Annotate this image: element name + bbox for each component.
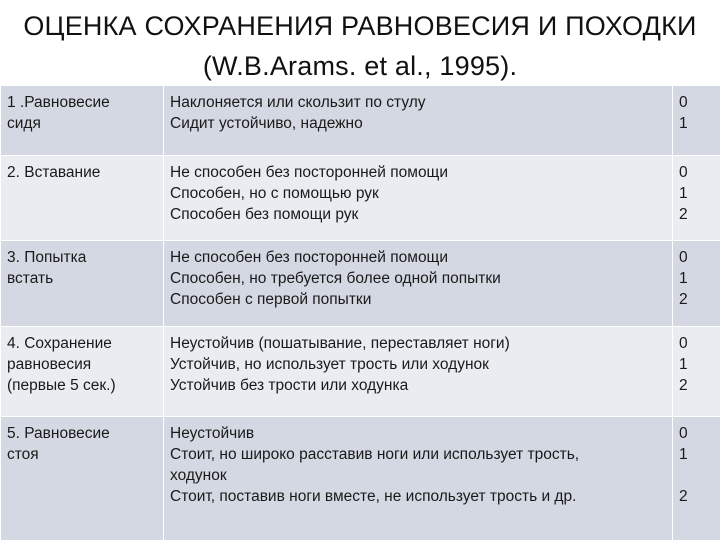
score-cell xyxy=(673,241,720,327)
score-value: 0 xyxy=(679,94,688,111)
item-text: 2. Вставание xyxy=(7,164,101,181)
item-cell xyxy=(1,417,164,540)
criterion-text: Не способен без посторонней помощи xyxy=(170,249,448,266)
score-value: 2 xyxy=(679,291,688,308)
criterion-text: Устойчив без трости или ходунка xyxy=(170,377,409,394)
item-text: (первые 5 сек.) xyxy=(7,377,116,394)
criterion-text: Не способен без посторонней помощи xyxy=(170,164,448,181)
table-row xyxy=(1,156,720,241)
score-value: 0 xyxy=(679,335,688,352)
score-value: 1 xyxy=(679,115,688,132)
table-row xyxy=(1,86,720,156)
item-cell xyxy=(1,241,164,327)
score-cell xyxy=(673,86,720,156)
criteria-cell xyxy=(164,86,673,156)
criteria-cell xyxy=(164,417,673,540)
item-text: 4. Сохранение xyxy=(7,335,112,352)
item-text: 5. Равновесие xyxy=(7,425,110,442)
score-value: 2 xyxy=(679,377,688,394)
criterion-text: Устойчив, но использует трость или ходунок xyxy=(170,356,489,373)
item-text: стоя xyxy=(7,446,39,463)
criterion-text: Сидит устойчиво, надежно xyxy=(170,115,363,132)
item-text: сидя xyxy=(7,115,41,132)
criterion-text: Неустойчив xyxy=(170,425,255,442)
score-value: 0 xyxy=(679,249,688,266)
criteria-cell xyxy=(164,327,673,417)
criteria-cell xyxy=(164,241,673,327)
criterion-text: Наклоняется или скользит по стулу xyxy=(170,94,426,111)
table-row xyxy=(1,241,720,327)
score-value: 1 xyxy=(679,356,688,373)
score-value: 0 xyxy=(679,164,688,181)
score-value: 2 xyxy=(679,206,688,223)
item-text: встать xyxy=(7,270,54,287)
score-value: 1 xyxy=(679,270,688,287)
criterion-text: Способен, но с помощью рук xyxy=(170,185,379,202)
title-line-2: (W.B.Arams. et al., 1995). xyxy=(202,51,518,81)
item-text: 1 .Равновесие xyxy=(7,94,110,111)
item-cell xyxy=(1,86,164,156)
score-cell xyxy=(673,417,720,540)
item-cell xyxy=(1,327,164,417)
criteria-cell xyxy=(164,156,673,241)
item-text: равновесия xyxy=(7,356,92,373)
criterion-text: Неустойчив (пошатывание, переставляет ноги) xyxy=(170,335,510,352)
score-value: 0 xyxy=(679,425,688,442)
score-cell xyxy=(673,156,720,241)
item-text: 3. Попытка xyxy=(7,249,87,266)
table-row xyxy=(1,327,720,417)
score-value: 1 xyxy=(679,185,688,202)
criterion-text: Стоит, поставив ноги вместе, не использует трость и др. xyxy=(170,488,577,505)
page-title xyxy=(0,6,720,86)
assessment-table xyxy=(0,85,720,540)
criterion-text: ходунок xyxy=(170,467,227,484)
criterion-text: Стоит, но широко расставив ноги или использует трость, xyxy=(170,446,580,463)
score-value: 1 xyxy=(679,446,688,463)
criterion-text: Способен с первой попытки xyxy=(170,291,372,308)
score-spacer xyxy=(679,465,716,486)
criterion-text: Способен, но требуется более одной попытки xyxy=(170,270,501,287)
criterion-text: Способен без помощи рук xyxy=(170,206,359,223)
title-line-1: ОЦЕНКА СОХРАНЕНИЯ РАВНОВЕСИЯ И ПОХОДКИ xyxy=(23,11,697,41)
table-row xyxy=(1,417,720,540)
score-value: 2 xyxy=(679,488,688,505)
score-cell xyxy=(673,327,720,417)
item-cell xyxy=(1,156,164,241)
